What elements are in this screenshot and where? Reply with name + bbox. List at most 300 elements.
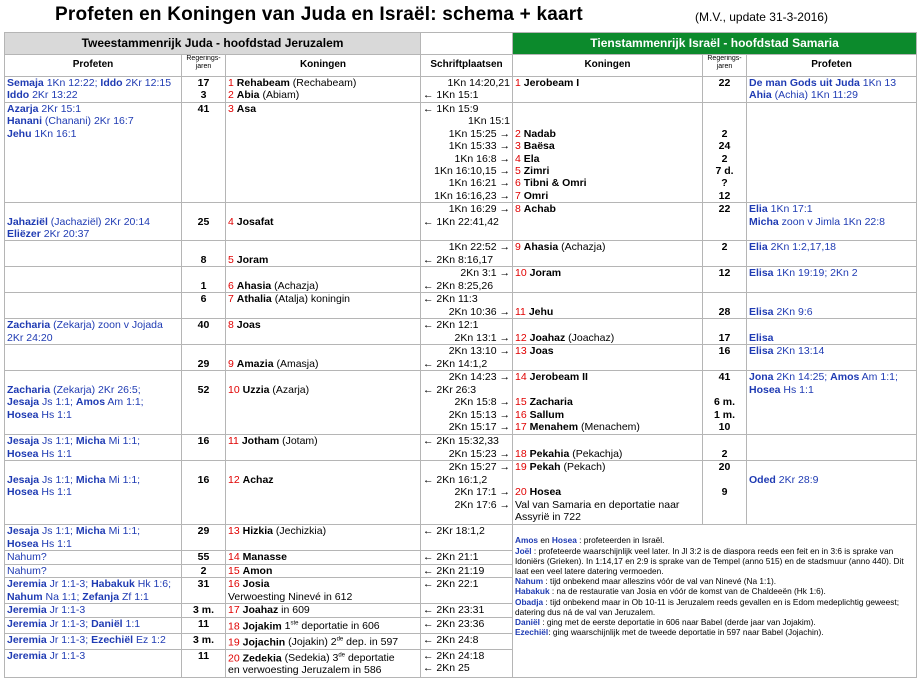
text-segment: 2 [228, 89, 237, 102]
years-value [184, 371, 223, 383]
years-value: 29 [197, 357, 210, 370]
scripture-text: 2Kn 14:1,2 [436, 357, 488, 370]
juda-years-cell [182, 345, 226, 371]
israel-profeten-cell [747, 461, 917, 525]
text-segment: koningin [307, 293, 350, 306]
text-segment: 11 [228, 435, 242, 448]
scripture-ref [423, 371, 510, 383]
text-segment: Amos [830, 371, 860, 384]
scripture-text: 2Kn 21:19 [436, 564, 485, 577]
cell-line [749, 384, 914, 396]
scripture-text: 2Kn 15:32,33 [436, 435, 499, 448]
juda-koning-cell [226, 551, 421, 564]
text-segment: Mi 1:1; [105, 525, 141, 538]
text-segment: Hs 1:1 [780, 383, 814, 396]
scripture-text: 2Kr 18:1,2 [436, 525, 485, 538]
text-segment: Zf 1:1 [119, 590, 149, 603]
text-segment: Hosea [7, 447, 39, 460]
scripture-ref [423, 421, 510, 433]
years-value [705, 384, 744, 396]
years-value: 31 [197, 578, 210, 591]
cell-line [7, 578, 179, 590]
scripture-text: 2Kn 15:13 → [448, 408, 510, 421]
juda-profeten-cell [5, 633, 182, 649]
note-segment: Ezechiël [515, 627, 549, 638]
scripture-text: 2Kn 8:16,17 [436, 253, 494, 266]
text-segment: 2Kr 20:37 [40, 228, 90, 241]
text-segment: Amazia [236, 357, 274, 370]
cell-line [228, 474, 418, 486]
cell-line [228, 89, 418, 101]
text-segment: Jehu [7, 127, 32, 140]
text-segment: 1ste deportatie in 606 [281, 620, 380, 633]
text-segment: Elia [749, 203, 768, 216]
text-segment: Semaja [7, 77, 44, 89]
years-value: 24 [718, 140, 731, 153]
israel-profeten-cell [747, 435, 917, 461]
text-segment: Nadab [523, 127, 556, 140]
scripture-ref [423, 332, 510, 344]
cell-line [228, 604, 418, 616]
years-value: 3 m. [192, 633, 214, 646]
cell-line [749, 306, 914, 318]
text-segment: 2Kr 16:7 [91, 115, 134, 128]
text-segment: 5 [515, 165, 524, 178]
scripture-ref [423, 103, 510, 115]
cell-line [515, 461, 700, 473]
text-segment: Jesaja [7, 435, 40, 448]
text-segment: 2Kn 14:25; [773, 371, 831, 384]
arrow-left-icon: ← [423, 473, 434, 486]
text-segment: Joahaz [242, 604, 279, 617]
cell-line [228, 591, 418, 603]
text-segment: Jesaja [7, 396, 40, 409]
years-value: 1 [200, 279, 207, 292]
text-segment: 17 [515, 421, 530, 434]
text-segment: (Sedekia) 3de deportatie [281, 652, 395, 664]
cell-line [515, 241, 700, 253]
table-row [5, 461, 917, 525]
scripture-ref [423, 565, 510, 577]
juda-years-cell [182, 525, 226, 551]
years-value [705, 103, 744, 115]
text-segment: Iddo [7, 89, 30, 102]
israel-koning-cell [513, 293, 703, 319]
scripture-ref [423, 650, 510, 662]
text-segment: Josafat [236, 215, 274, 228]
text-segment: 1Kn 22:8 [840, 215, 885, 228]
israel-years-cell [703, 267, 747, 293]
text-segment: 18 [228, 620, 243, 633]
scripture-ref [423, 461, 510, 473]
text-segment: Jotham [241, 435, 280, 448]
text-segment: Joas [529, 345, 554, 358]
cell-line [749, 474, 914, 486]
schriftplaats-cell [421, 319, 513, 345]
cell-line [515, 499, 700, 511]
text-segment: Jeremia [7, 617, 47, 630]
text-segment: 2Kn 13:14 [773, 345, 825, 358]
cell-line [228, 358, 418, 370]
israel-profeten-cell [747, 293, 917, 319]
note-segment: Amos [515, 535, 539, 546]
scripture-text: 2Kn 25 [436, 661, 470, 674]
years-value: 16 [718, 345, 731, 358]
text-segment: Jr 1:1-3; [46, 578, 92, 591]
cell-line [515, 115, 700, 127]
text-segment: zoon v Jojada [95, 319, 163, 332]
schriftplaats-cell [421, 77, 513, 103]
text-segment: 10 [228, 383, 243, 396]
text-segment: Elisa [749, 331, 774, 344]
juda-years-cell [182, 293, 226, 319]
text-segment: 12 [515, 331, 530, 344]
text-segment: 1Kn 11:29 [807, 89, 858, 102]
years-value: 17 [718, 331, 731, 344]
scripture-ref [423, 525, 510, 537]
cell-line [7, 396, 179, 408]
juda-profeten-cell [5, 578, 182, 604]
juda-years-cell [182, 617, 226, 633]
juda-koning-cell [226, 241, 421, 267]
cell-line [515, 486, 700, 498]
schriftplaats-cell [421, 564, 513, 577]
israel-koning-cell [513, 241, 703, 267]
years-value: 25 [197, 215, 210, 228]
juda-koning-cell [226, 103, 421, 203]
scripture-text: 2Kn 17:6 → [454, 498, 510, 511]
cell-line [7, 228, 179, 240]
cell-line [228, 254, 418, 266]
scripture-ref [423, 153, 510, 165]
scripture-text: 1Kn 16:8 → [454, 152, 510, 165]
cell-line [7, 332, 179, 344]
text-segment: 2Kr 26:5; [95, 383, 141, 396]
text-segment: 16 [228, 578, 243, 591]
text-segment: Pekahia [529, 447, 570, 460]
text-segment: 2Kr 20:14 [101, 215, 150, 228]
cell-line [7, 650, 179, 662]
cell-line [7, 618, 179, 630]
cell-line [515, 435, 700, 447]
text-segment: (Chanani) [42, 115, 92, 128]
text-segment: (Zekarja) [50, 319, 96, 332]
arrow-left-icon: ← [423, 253, 434, 266]
cell-line [749, 345, 914, 357]
text-segment: Daniël [91, 617, 123, 630]
table-row [5, 345, 917, 371]
juda-koning-cell [226, 267, 421, 293]
israel-profeten-cell [747, 371, 917, 435]
years-value: 55 [197, 551, 210, 564]
cell-line [515, 474, 700, 486]
text-segment: Jeremia [7, 633, 47, 646]
juda-years-cell [182, 267, 226, 293]
israel-profeten-cell [747, 203, 917, 241]
scripture-text: 1Kn 15:33 → [448, 140, 510, 153]
text-segment: 14 [515, 371, 530, 384]
cell-line [7, 77, 179, 89]
cell-line [7, 384, 179, 396]
cell-line [7, 525, 179, 537]
cell-line [749, 203, 914, 215]
cell-line [515, 448, 700, 460]
text-segment: Ahasia [523, 241, 559, 254]
note-line [515, 597, 914, 617]
text-segment: Am 1:1; [859, 371, 898, 384]
text-segment: Achab [523, 203, 556, 216]
years-value: 16 [197, 435, 210, 448]
text-segment: 1Kn 19:19; 2Kn 2 [773, 267, 858, 280]
juda-years-cell [182, 319, 226, 345]
scripture-ref [423, 604, 510, 616]
note-segment: en [538, 535, 552, 546]
cell-line [7, 448, 179, 460]
text-segment: en verwoesting Jeruzalem in 586 [228, 664, 382, 677]
cell-line [228, 634, 418, 649]
note-segment: Joël [515, 545, 532, 556]
arrow-left-icon: ← [423, 578, 434, 591]
text-segment: Ahasia [236, 279, 272, 292]
text-segment: (Achazja) [271, 279, 319, 292]
israel-koning-cell [513, 267, 703, 293]
text-segment: Assyrië in 722 [515, 511, 581, 524]
text-segment: Jr 1:1-3 [46, 604, 86, 617]
text-segment: Hosea [749, 383, 781, 396]
scripture-text: 1Kn 16:10,15 → [434, 165, 510, 178]
israel-profeten-cell [747, 103, 917, 203]
text-segment: Zacharia [529, 396, 573, 409]
text-segment: Zacharia [7, 383, 51, 396]
scripture-text: 2Kn 15:8 → [454, 396, 510, 409]
note-segment: Habakuk [515, 586, 550, 597]
text-segment: (Pekach) [560, 461, 606, 474]
years-value [184, 267, 223, 279]
page-title: Profeten en Koningen van Juda en Israël: schema + kaart [55, 4, 583, 25]
cell-line [228, 650, 418, 665]
cell-line [515, 409, 700, 421]
note-segment: Hosea [551, 535, 577, 546]
cell-line [228, 319, 418, 331]
years-value: 20 [718, 461, 731, 474]
text-segment: Joram [236, 253, 269, 266]
text-segment: De man Gods uit Juda [749, 77, 860, 89]
years-value: 17 [197, 77, 210, 89]
israel-koning-cell [513, 203, 703, 241]
years-value [705, 319, 744, 331]
israel-koning-cell [513, 319, 703, 345]
years-value: 1 m. [713, 408, 735, 421]
text-segment: 1 [228, 77, 237, 89]
text-segment: Omri [523, 189, 549, 202]
text-segment: 1 [515, 77, 524, 89]
cell-line [7, 634, 179, 646]
scripture-ref [423, 267, 510, 279]
text-segment: Hosea [7, 486, 39, 499]
text-segment: Am 1:1; [105, 396, 144, 409]
scripture-text: 1Kn 15:1 [467, 115, 510, 128]
cell-line [515, 345, 700, 357]
years-value: 28 [718, 305, 731, 318]
juda-years-cell [182, 241, 226, 267]
cell-line [228, 103, 418, 115]
text-segment: Jr 1:1-3 [46, 649, 86, 662]
juda-koning-cell [226, 604, 421, 617]
text-segment: 2Kn 1:2,17,18 [767, 241, 836, 254]
text-segment: Jojakim [242, 620, 282, 633]
text-segment: 2Kr 12:15 [122, 77, 172, 89]
cell-line [7, 319, 179, 331]
cell-line [228, 267, 418, 279]
scripture-ref [423, 77, 510, 89]
cell-line [749, 241, 914, 253]
text-segment: 1Kn 16:1 [31, 127, 77, 140]
scripture-ref [423, 190, 510, 202]
text-segment: Habakuk [91, 578, 135, 591]
text-segment: (Rechabeam) [289, 77, 357, 89]
juda-years-header: Regerings- jaren [182, 55, 226, 77]
note-segment: : tijd onbekend maar in Ob 10-11 is Jeruzalem reeds gevallen en is Edom medeplichtig geweest; datering dus ná de val van Jeruzalem. [515, 596, 900, 617]
text-segment: Rehabeam [236, 77, 290, 89]
juda-profeten-cell [5, 293, 182, 319]
text-segment: 7 [228, 293, 237, 306]
cell-line [515, 293, 700, 305]
table-row [5, 435, 917, 461]
israel-years-cell [703, 103, 747, 203]
text-segment: 20 [515, 486, 530, 499]
scripture-text: 2Kn 23:31 [436, 604, 485, 617]
schriftplaats-cell [421, 435, 513, 461]
text-segment: Ezechiël [91, 633, 134, 646]
juda-profeten-cell [5, 604, 182, 617]
years-value: 9 [721, 486, 728, 499]
text-segment: Amos [75, 396, 106, 409]
scripture-text: 1Kn 14:20,21 [447, 77, 510, 89]
text-segment: 2Kr 24:20 [7, 331, 53, 344]
note-line [515, 576, 914, 586]
juda-profeten-cell [5, 617, 182, 633]
years-value: 11 [197, 617, 210, 630]
text-segment: 4 [228, 215, 237, 228]
israel-koningen-header: Koningen [513, 55, 703, 77]
text-segment: (Jojakin) 2de dep. in 597 [285, 636, 399, 649]
note-segment: : profeteerden in Israël. [576, 535, 665, 546]
years-value [184, 241, 223, 253]
table-row [5, 525, 917, 551]
text-segment: 18 [515, 447, 530, 460]
schriftplaats-cell [421, 461, 513, 525]
israel-koning-cell [513, 345, 703, 371]
text-segment: 4 [515, 152, 524, 165]
juda-profeten-cell [5, 241, 182, 267]
text-segment: 5 [228, 253, 237, 266]
note-segment: Nahum [515, 576, 544, 587]
text-segment: 1Kn 17:1 [767, 203, 813, 216]
years-value: 29 [197, 525, 210, 538]
years-value: 2 [721, 127, 728, 140]
years-value: 8 [200, 253, 207, 266]
years-value [705, 293, 744, 305]
scripture-text: 2Kn 22:1 [436, 578, 479, 591]
cell-line [7, 371, 179, 383]
scripture-ref [423, 578, 510, 590]
text-segment: Elisa [749, 345, 774, 358]
cell-line [515, 165, 700, 177]
scripture-text: 1Kn 16:21 → [448, 177, 510, 190]
text-segment: 8 [228, 319, 237, 332]
text-segment: Asa [236, 103, 257, 115]
text-segment: Hanani [7, 115, 43, 128]
text-segment: 19 [515, 461, 530, 474]
text-segment: Hizkia [242, 525, 273, 538]
israel-years-cell [703, 371, 747, 435]
scripture-ref [423, 486, 510, 498]
cell-line [515, 267, 700, 279]
juda-years-cell [182, 103, 226, 203]
years-value: 11 [197, 649, 210, 662]
scripture-text: 2Kn 21:1 [436, 551, 479, 564]
juda-profeten-cell [5, 551, 182, 564]
scripture-ref [423, 319, 510, 331]
cell-line [515, 190, 700, 202]
israel-years-cell [703, 435, 747, 461]
juda-koning-cell [226, 293, 421, 319]
text-segment: Joram [529, 267, 562, 280]
cell-line [515, 384, 700, 396]
juda-years-cell [182, 435, 226, 461]
years-value: 2 [721, 447, 728, 460]
cell-line [515, 77, 700, 89]
juda-years-cell [182, 564, 226, 577]
text-segment: Micha [75, 435, 106, 448]
arrow-left-icon: ← [423, 383, 434, 396]
note-line [515, 627, 914, 637]
scripture-text: 2Kn 23:36 [436, 617, 485, 630]
text-segment: Josia [242, 578, 270, 591]
israel-years-cell [703, 241, 747, 267]
arrow-left-icon: ← [423, 279, 434, 292]
cell-line [7, 103, 179, 115]
note-line [515, 617, 914, 627]
juda-profeten-cell [5, 319, 182, 345]
text-segment: 11 [515, 305, 529, 318]
cell-line [228, 293, 418, 305]
scripture-ref [423, 254, 510, 266]
text-segment: 6 [228, 279, 237, 292]
text-segment: (Azarja) [269, 383, 310, 396]
cell-line [228, 618, 418, 633]
table-row [5, 267, 917, 293]
years-value: 12 [718, 189, 731, 202]
scripture-ref [423, 662, 510, 674]
years-value [184, 461, 223, 473]
scripture-ref [423, 409, 510, 421]
israel-header: Tienstammenrijk Israël - hoofdstad Samaria [513, 33, 917, 55]
text-segment: 3 [228, 103, 237, 115]
arrow-left-icon: ← [423, 617, 434, 630]
juda-profeten-cell [5, 525, 182, 551]
juda-years-cell [182, 371, 226, 435]
text-segment: Js 1:1; [39, 525, 76, 538]
cell-line [749, 89, 914, 101]
text-segment: Jona [749, 371, 774, 384]
arrow-left-icon: ← [423, 551, 434, 564]
text-segment: 12 [228, 473, 243, 486]
text-segment: Amon [242, 564, 273, 577]
arrow-left-icon: ← [423, 633, 434, 646]
juda-profeten-header: Profeten [5, 55, 182, 77]
text-segment: Jr 1:1-3; [46, 633, 92, 646]
